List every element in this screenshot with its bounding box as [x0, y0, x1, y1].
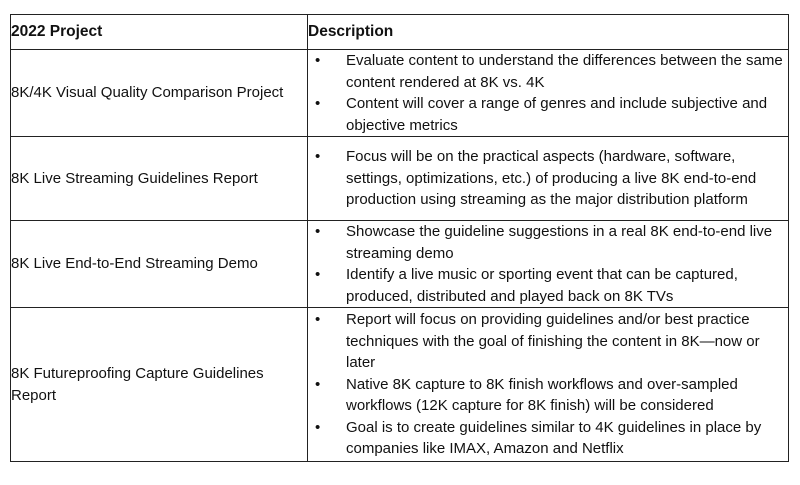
bullet-icon: • — [315, 266, 321, 283]
bullet-list — [308, 146, 788, 211]
header-project: 2022 Project — [11, 15, 308, 50]
bullet-text: Showcase the guideline suggestions in a real 8K end-to-end live streaming demo — [346, 223, 773, 262]
bullet-list — [308, 309, 788, 460]
list-item — [315, 309, 788, 374]
bullet-text: Native 8K capture to 8K finish workflows and over-sampled workflows (12K capture for 8K finish) will be considered — [346, 375, 738, 415]
project-name: 8K Live Streaming Guidelines Report — [11, 137, 308, 221]
bullet-list — [308, 50, 788, 136]
table-row — [11, 308, 789, 462]
header-row — [11, 15, 789, 50]
list-item — [315, 146, 788, 211]
bullet-icon: • — [315, 95, 321, 112]
list-item — [315, 264, 788, 307]
description-cell — [308, 308, 789, 462]
bullet-icon: • — [315, 375, 321, 393]
bullet-icon: • — [315, 52, 321, 69]
list-item — [315, 374, 788, 417]
description-cell — [308, 221, 789, 308]
project-name: 8K Futureproofing Capture Guidelines Report — [11, 308, 308, 462]
description-cell — [308, 50, 789, 137]
bullet-icon: • — [315, 148, 321, 166]
list-item — [315, 93, 788, 136]
list-item — [315, 221, 788, 264]
list-item — [315, 50, 788, 93]
bullet-list — [308, 221, 788, 307]
bullet-text: Content will cover a range of genres and include subjective and objective metrics — [346, 95, 768, 134]
project-name: 8K/4K Visual Quality Comparison Project — [11, 50, 308, 137]
bullet-text: Evaluate content to understand the differences between the same content rendered at 8K vs. 4K — [346, 52, 783, 91]
table-row — [11, 221, 789, 308]
header-description: Description — [308, 15, 789, 50]
bullet-text: Report will focus on providing guidelines and/or best practice techniques with the goal of finishing the content in 8K—now or later — [346, 311, 760, 372]
table-row — [11, 137, 789, 221]
bullet-text: Focus will be on the practical aspects (hardware, software, settings, optimizations, etc.) of producing a live 8K end-to-end production using streaming as the major distribution platform — [346, 148, 757, 209]
bullet-text: Identify a live music or sporting event that can be captured, produced, distributed and played back on 8K TVs — [346, 266, 738, 305]
project-name: 8K Live End-to-End Streaming Demo — [11, 221, 308, 308]
bullet-icon: • — [315, 418, 321, 436]
description-cell — [308, 137, 789, 221]
bullet-icon: • — [315, 223, 321, 240]
list-item — [315, 417, 788, 460]
bullet-text: Goal is to create guidelines similar to 4K guidelines in place by companies like IMAX, Amazon and Netflix — [346, 418, 762, 458]
projects-table — [10, 14, 789, 462]
table-row — [11, 50, 789, 137]
bullet-icon: • — [315, 311, 321, 329]
